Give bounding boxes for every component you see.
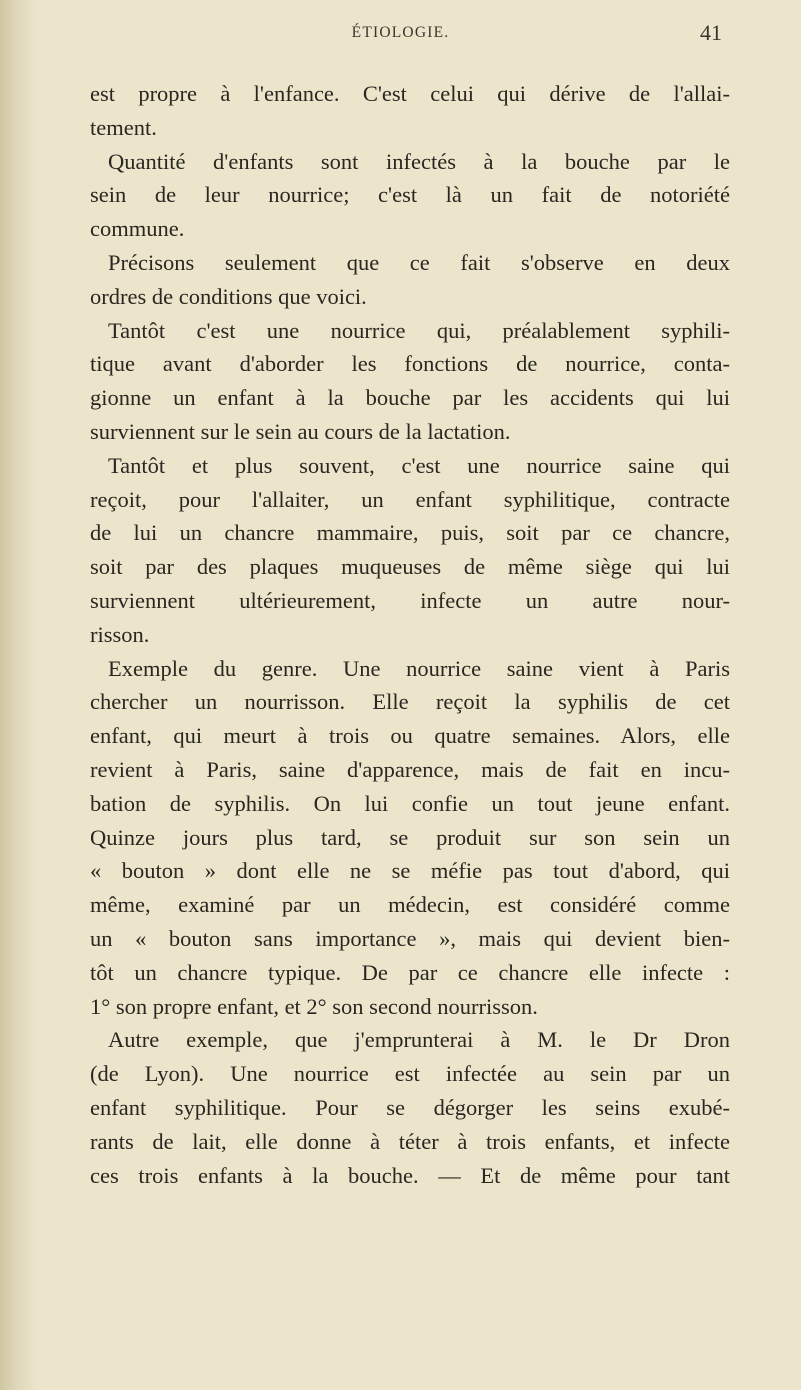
text-line: sein de leur nourrice; c'est là un fait de notoriété — [90, 182, 730, 208]
text-line: tôt un chancre typique. De par ce chancre elle infecte : — [90, 959, 730, 985]
running-title: ÉTIOLOGIE. — [351, 24, 450, 41]
text-line: Précisons seulement que ce fait s'observe en deux — [108, 249, 730, 275]
text-line: ces trois enfants à la bouche. — Et de même pour tant — [90, 1162, 730, 1188]
text-line: Tantôt et plus souvent, c'est une nourrice saine qui — [108, 452, 730, 478]
text-line: enfant syphilitique. Pour se dégorger les seins exubé- — [90, 1094, 730, 1120]
text-line: Tantôt c'est une nourrice qui, préalablement syphili- — [108, 317, 730, 343]
text-line: commune. — [90, 216, 185, 242]
text-line: soit par des plaques muqueuses de même siège qui lui — [90, 554, 730, 580]
text-line: Exemple du genre. Une nourrice saine vient à Paris — [108, 655, 730, 681]
text-line: Autre exemple, que j'emprunterai à M. le Dr Dron — [108, 1027, 730, 1053]
text-line: même, examiné par un médecin, est considéré comme — [90, 892, 730, 918]
text-line: revient à Paris, saine d'apparence, mais de fait en incu- — [90, 756, 730, 782]
text-line: tement. — [90, 114, 157, 140]
text-line: (de Lyon). Une nourrice est infectée au sein par un — [90, 1061, 730, 1087]
text-line: 1° son propre enfant, et 2° son second nourrisson. — [90, 993, 538, 1019]
text-line: bation de syphilis. On lui confie un tout jeune enfant. — [90, 790, 730, 816]
page-number: 41 — [700, 20, 722, 45]
text-line: un « bouton sans importance », mais qui devient bien- — [90, 925, 730, 951]
text-line: « bouton » dont elle ne se méfie pas tout d'abord, qui — [90, 858, 730, 884]
text-line: Quantité d'enfants sont infectés à la bouche par le — [108, 148, 730, 174]
text-line: de lui un chancre mammaire, puis, soit par ce chancre, — [90, 520, 730, 546]
text-line: est propre à l'enfance. C'est celui qui dérive de l'allai- — [90, 81, 730, 106]
page-header — [0, 0, 801, 60]
text-line: gionne un enfant à la bouche par les accidents qui lui — [90, 385, 730, 411]
text-line: surviennent sur le sein au cours de la lactation. — [90, 418, 511, 444]
text-line: rants de lait, elle donne à téter à trois enfants, et infecte — [90, 1128, 730, 1154]
text-line: reçoit, pour l'allaiter, un enfant syphilitique, contracte — [90, 486, 730, 512]
text-line: risson. — [90, 621, 150, 647]
text-line: Quinze jours plus tard, se produit sur son sein un — [90, 824, 730, 850]
text-line: ordres de conditions que voici. — [90, 283, 367, 309]
text-line: surviennent ultérieurement, infecte un autre nour- — [90, 587, 730, 613]
body-text — [90, 77, 730, 1192]
text-line: enfant, qui meurt à trois ou quatre semaines. Alors, elle — [90, 723, 730, 749]
text-line: tique avant d'aborder les fonctions de nourrice, conta- — [90, 351, 730, 377]
text-line: chercher un nourrisson. Elle reçoit la syphilis de cet — [90, 689, 730, 715]
